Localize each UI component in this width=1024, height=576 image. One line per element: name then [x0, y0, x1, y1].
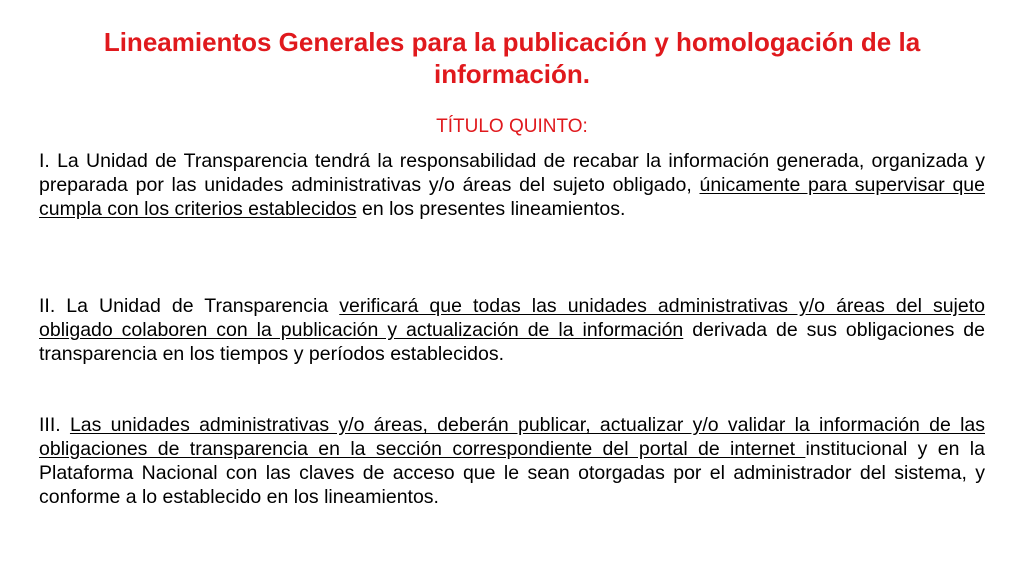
- underlined-text: verificará que todas las unidades administrativas y/o áreas del sujeto obligado colaboren con la publicación y actualización de la información: [39, 295, 985, 341]
- paragraph-text: derivada de sus obligaciones de transparencia en los tiempos y períodos establecidos.: [39, 319, 985, 365]
- underlined-text: únicamente para supervisar que cumpla con los criterios establecidos: [39, 174, 985, 220]
- paragraph-text: II. La Unidad de Transparencia: [39, 295, 340, 317]
- paragraph-ii: [39, 294, 985, 366]
- paragraph-text: institucional y en la Plataforma Nacional con las claves de acceso que le sean otorgadas por el administrador del sistema, y conforme a lo establecido en los lineamientos.: [39, 438, 985, 508]
- section-heading: TÍTULO QUINTO:: [436, 116, 588, 137]
- paragraph-text: I. La Unidad de Transparencia tendrá la responsabilidad de recabar la información generada, organizada y preparada por las unidades administrativas y/o áreas del sujeto obligado,: [39, 150, 985, 196]
- paragraph-text: en los presentes lineamientos.: [356, 198, 626, 220]
- underlined-text: Las unidades administrativas y/o áreas, deberán publicar, actualizar y/o validar la información de las obligaciones de transparencia en la sección correspondiente del portal de internet: [39, 414, 985, 460]
- paragraph-iii: [39, 413, 985, 509]
- paragraph-i: [39, 149, 985, 221]
- slide-title: Lineamientos Generales para la publicación y homologación de la información.: [103, 27, 921, 89]
- paragraph-text: III.: [39, 414, 70, 436]
